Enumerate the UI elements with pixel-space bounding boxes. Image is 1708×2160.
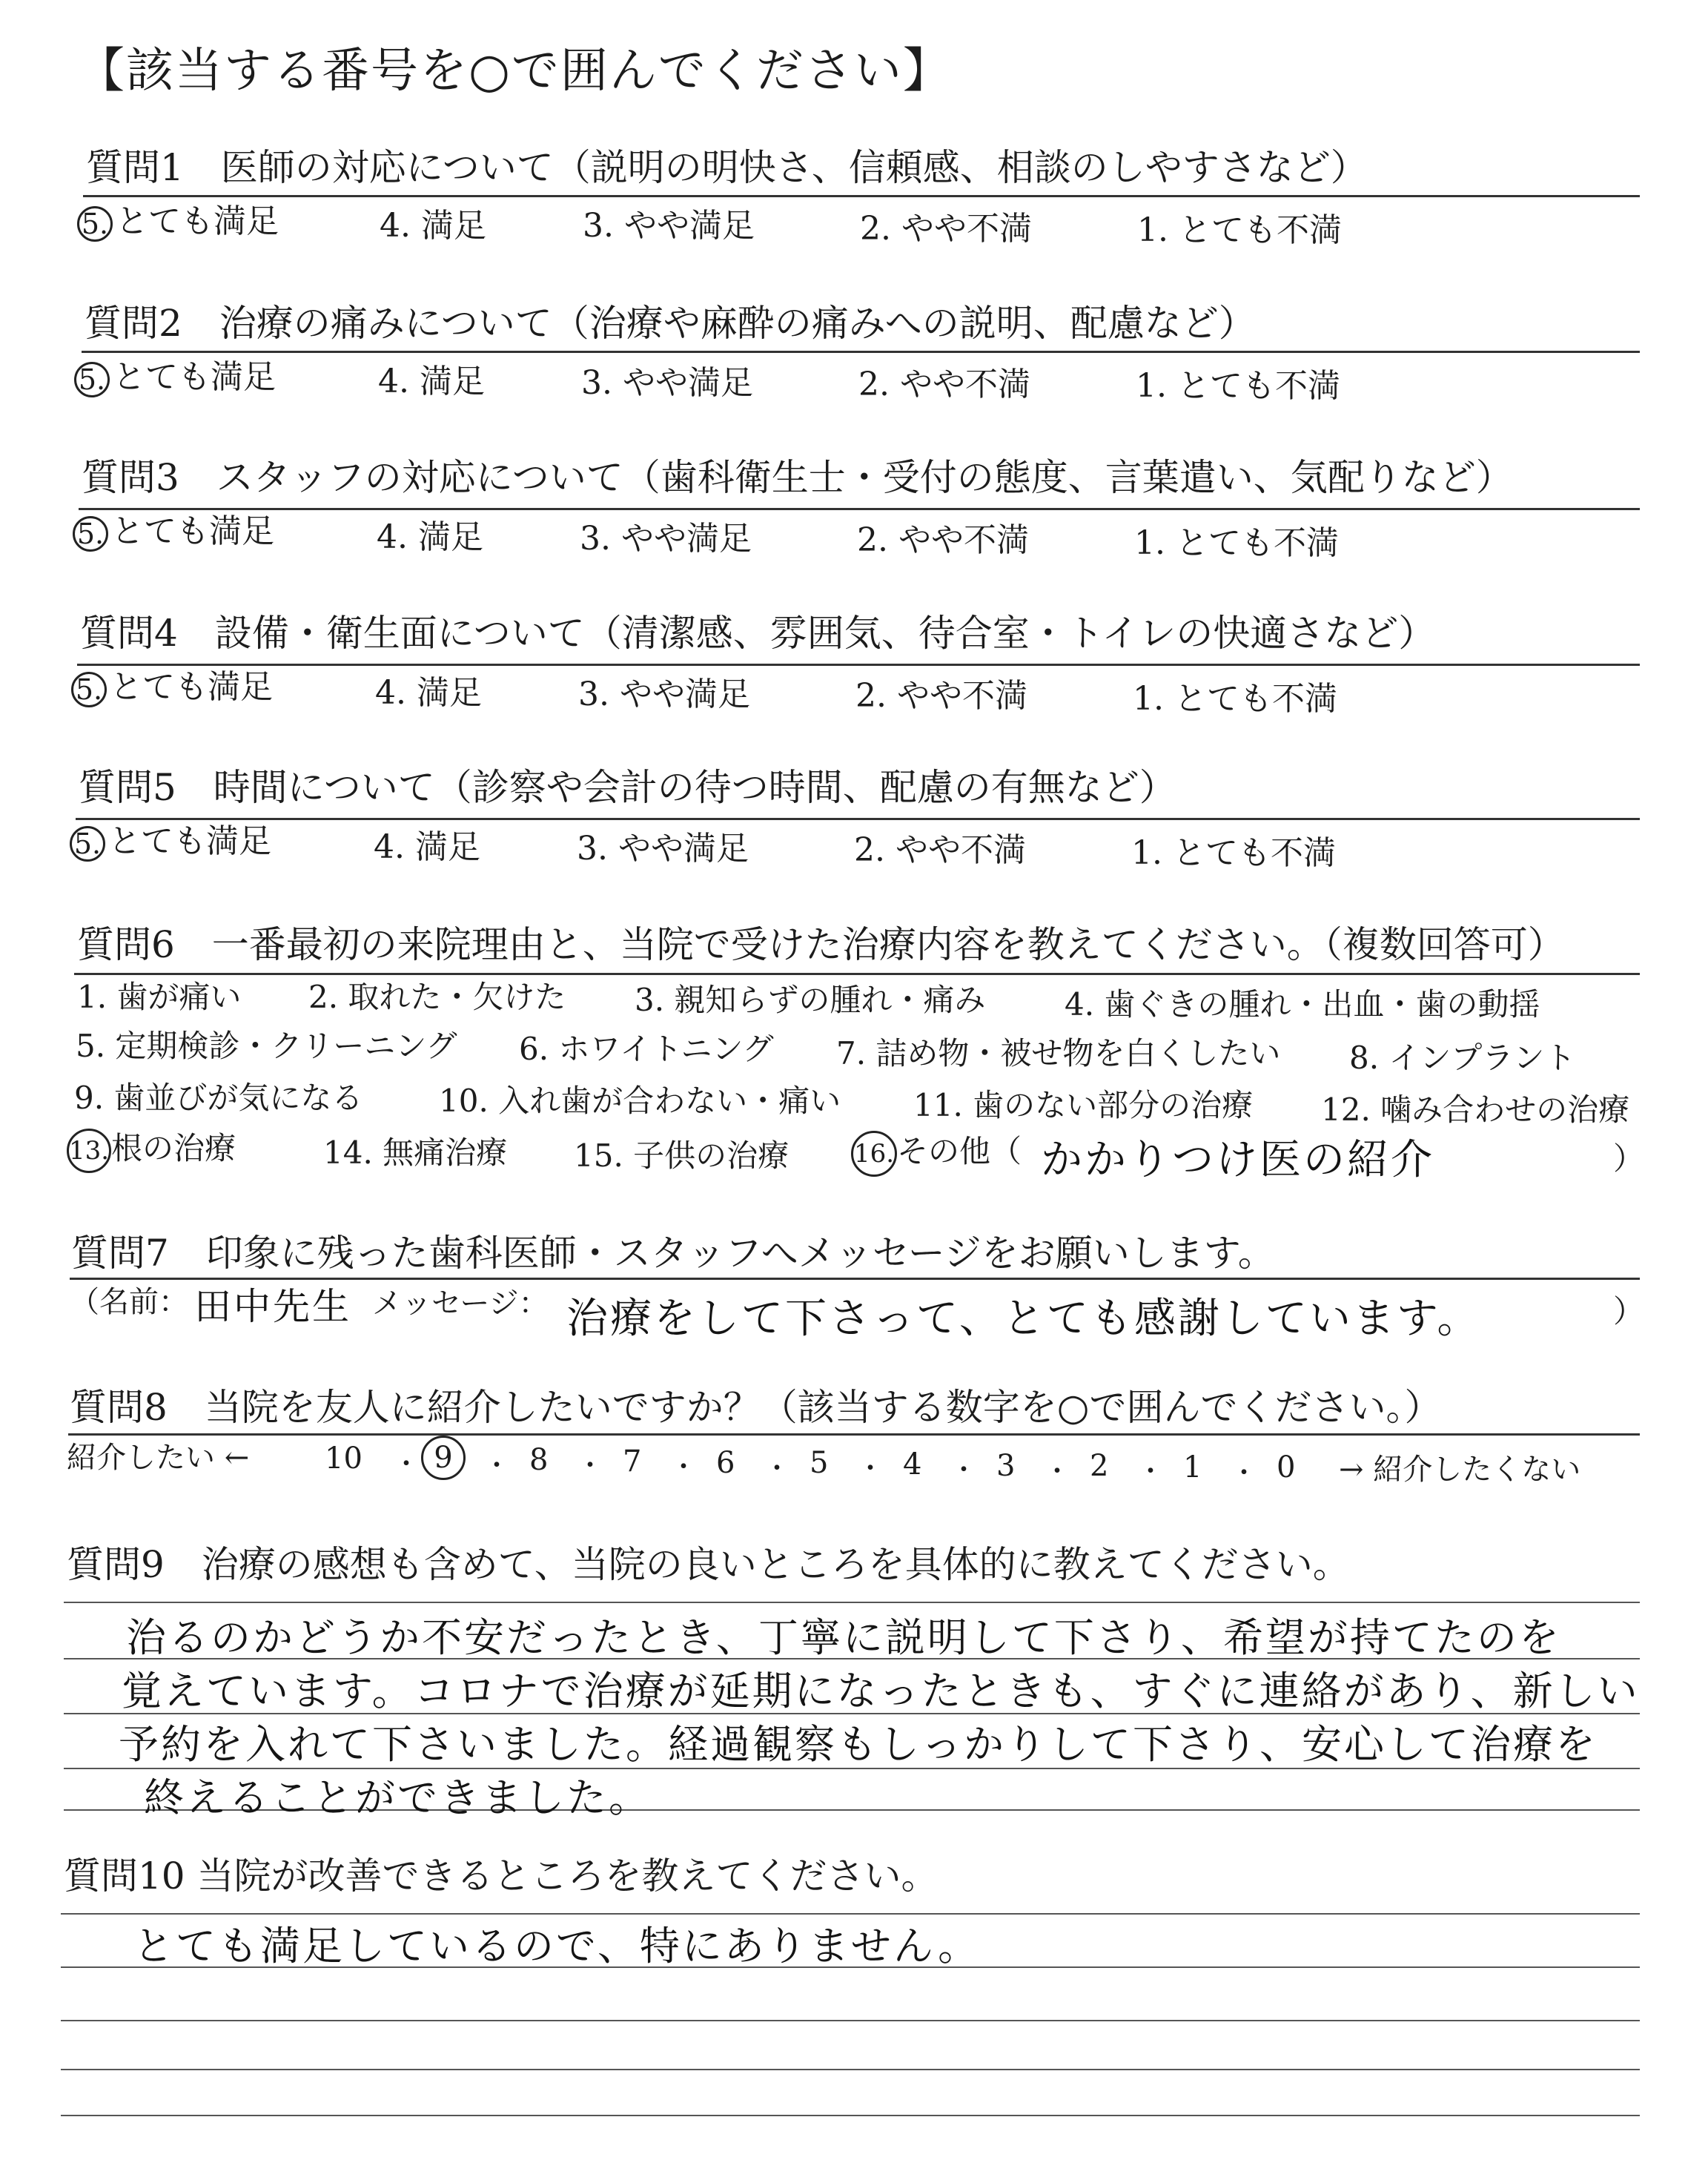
q6-option-1[interactable]: 1. 歯が痛い xyxy=(77,979,242,1015)
underline xyxy=(83,195,1640,197)
answer-line xyxy=(61,2020,1640,2021)
option-label: とても満足 xyxy=(110,668,273,706)
answer-line xyxy=(61,2115,1640,2116)
option-label: とても満足 xyxy=(116,202,279,240)
q1-option-1[interactable]: 1. とても不満 xyxy=(1137,211,1342,249)
option-label: とても満足 xyxy=(113,358,276,396)
scale-0[interactable]: 0 xyxy=(1277,1450,1296,1484)
scale-2[interactable]: 2 xyxy=(1090,1449,1109,1483)
circle-mark: 5. xyxy=(70,826,105,862)
question-9: 質問9 治療の感想も含めて、当院の良いところを具体的に教えてください。 xyxy=(67,1543,1350,1586)
q2-option-2[interactable]: 2. やや不満 xyxy=(858,366,1030,403)
underline xyxy=(79,508,1640,510)
q9-answer-line-2: 覚えています。コロナで治療が延期になったときも、すぐに連絡があり、新しい xyxy=(122,1668,1640,1714)
q6-option-7[interactable]: 7. 詰め物・被せ物を白くしたい xyxy=(836,1035,1281,1071)
q6-option-13[interactable] xyxy=(67,1124,236,1173)
separator-dot: ・ xyxy=(1137,1456,1165,1487)
close-paren: ） xyxy=(1613,1293,1645,1330)
q1-option-2[interactable]: 2. やや不満 xyxy=(860,210,1032,248)
q6-option-2[interactable]: 2. 取れた・欠けた xyxy=(308,979,566,1015)
q5-option-3[interactable]: 3. やや満足 xyxy=(577,830,749,868)
q6-option-8[interactable]: 8. インプラント xyxy=(1349,1040,1576,1076)
q1-option-4[interactable]: 4. 満足 xyxy=(380,207,486,245)
circle-mark: 5. xyxy=(77,206,113,242)
question-10: 質問10 当院が改善できるところを教えてください。 xyxy=(64,1855,939,1898)
q6-option-11[interactable]: 11. 歯のない部分の治療 xyxy=(913,1087,1254,1123)
question-1: 質問1 医師の対応について（説明の明快さ、信頼感、相談のしやすさなど） xyxy=(86,146,1368,189)
underline xyxy=(68,1433,1640,1436)
separator-dot: ・ xyxy=(670,1452,698,1482)
q4-option-3[interactable]: 3. やや満足 xyxy=(578,676,750,713)
q5-option-1[interactable]: 1. とても不満 xyxy=(1131,834,1336,872)
name-value: 田中先生 xyxy=(194,1285,351,1328)
q6-option-10[interactable]: 10. 入れ歯が合わない・痛い xyxy=(439,1083,841,1119)
separator-dot: ・ xyxy=(857,1453,884,1484)
close-paren: ） xyxy=(1613,1140,1645,1177)
question-6: 質問6 一番最初の来院理由と、当院で受けた治療内容を教えてください。（複数回答可） xyxy=(77,923,1565,966)
q2-option-3[interactable]: 3. やや満足 xyxy=(581,364,753,402)
q6-option-12[interactable]: 12. 噛み合わせの治療 xyxy=(1321,1091,1630,1128)
scale-7[interactable]: 7 xyxy=(623,1444,642,1479)
q2-option-5[interactable] xyxy=(74,350,276,397)
scale-3[interactable]: 3 xyxy=(996,1449,1016,1483)
q2-option-4[interactable]: 4. 満足 xyxy=(378,363,485,400)
q1-option-5[interactable] xyxy=(77,194,279,242)
q9-answer-line-4: 終えることができました。 xyxy=(144,1774,651,1821)
q1-option-3[interactable]: 3. やや満足 xyxy=(583,207,755,245)
q6-other-answer: かかりつけ医の紹介 xyxy=(1041,1136,1434,1184)
q6-option-4[interactable]: 4. 歯ぐきの腫れ・出血・歯の動揺 xyxy=(1065,986,1540,1023)
q3-option-1[interactable]: 1. とても不満 xyxy=(1134,524,1339,562)
answer-line xyxy=(64,1602,1640,1603)
scale-left-label: 紹介したい ← xyxy=(67,1441,250,1475)
separator-dot: ・ xyxy=(577,1450,604,1481)
scale-6[interactable]: 6 xyxy=(716,1446,735,1480)
name-label: （名前： xyxy=(70,1285,188,1319)
question-4: 質問4 設備・衛生面について（清潔感、雰囲気、待合室・トイレの快適さなど） xyxy=(80,612,1436,655)
option-label: 根の治療 xyxy=(111,1130,236,1166)
underline xyxy=(76,818,1640,820)
separator-dot: ・ xyxy=(950,1455,978,1485)
question-8: 質問8 当院を友人に紹介したいですか？（該当する数字を○で囲んでください。） xyxy=(70,1386,1442,1429)
separator-dot: ・ xyxy=(1231,1458,1258,1488)
option-label: その他（ xyxy=(897,1133,1022,1169)
q5-option-4[interactable]: 4. 満足 xyxy=(374,828,480,866)
q2-option-1[interactable]: 1. とても不満 xyxy=(1136,367,1340,405)
q4-option-2[interactable]: 2. やや不満 xyxy=(855,677,1027,715)
separator-dot: ・ xyxy=(483,1450,511,1481)
answer-line xyxy=(61,2069,1640,2070)
circle-mark: 9 xyxy=(421,1436,466,1480)
q6-option-15[interactable]: 15. 子供の治療 xyxy=(574,1137,790,1174)
separator-dot: ・ xyxy=(393,1449,420,1479)
scale-10[interactable]: 10 xyxy=(325,1441,363,1476)
circle-mark: 13. xyxy=(67,1129,111,1173)
option-label: とても満足 xyxy=(108,822,271,860)
scale-9[interactable] xyxy=(421,1436,466,1480)
question-5: 質問5 時間について（診察や会計の待つ時間、配慮の有無など） xyxy=(79,766,1176,809)
circle-mark: 16. xyxy=(851,1131,897,1177)
page-title: 【該当する番号を○で囲んでください】 xyxy=(77,44,952,99)
q5-option-2[interactable]: 2. やや不満 xyxy=(854,831,1026,869)
q3-option-4[interactable]: 4. 満足 xyxy=(377,518,483,556)
scale-1[interactable]: 1 xyxy=(1183,1450,1202,1484)
q3-option-3[interactable]: 3. やや満足 xyxy=(580,520,752,558)
q6-option-16[interactable] xyxy=(851,1127,1022,1177)
circle-mark: 5. xyxy=(71,672,107,707)
question-3: 質問3 スタッフの対応について（歯科衛生士・受付の態度、言葉遣い、気配りなど） xyxy=(82,456,1513,499)
q3-option-2[interactable]: 2. やや不満 xyxy=(857,521,1029,559)
option-label: とても満足 xyxy=(111,512,274,550)
message-value: 治療をして下さって、とても感謝しています。 xyxy=(566,1295,1481,1343)
q6-option-9[interactable]: 9. 歯並びが気になる xyxy=(74,1080,363,1116)
q6-option-14[interactable]: 14. 無痛治療 xyxy=(323,1135,508,1171)
q5-option-5[interactable] xyxy=(70,814,271,862)
q9-answer-line-1: 治るのかどうか不安だったとき、丁寧に説明して下さり、希望が持てたのを xyxy=(126,1614,1561,1661)
q4-option-1[interactable]: 1. とても不満 xyxy=(1133,680,1337,718)
question-2: 質問2 治療の痛みについて（治療や麻酔の痛みへの説明、配慮など） xyxy=(85,302,1256,345)
scale-right-label: → 紹介したくない xyxy=(1339,1453,1581,1487)
q10-answer: とても満足しているので、特にありません。 xyxy=(133,1923,981,1969)
q6-option-5[interactable]: 5. 定期検診・クリーニング xyxy=(76,1028,457,1064)
q4-option-5[interactable] xyxy=(71,660,273,707)
scale-4[interactable]: 4 xyxy=(903,1447,922,1482)
scale-5[interactable]: 5 xyxy=(810,1446,829,1480)
question-7: 質問7 印象に残った歯科医師・スタッフへメッセージをお願いします。 xyxy=(71,1232,1275,1275)
separator-dot: ・ xyxy=(764,1453,791,1484)
circle-mark: 5. xyxy=(73,516,108,552)
q9-answer-line-3: 予約を入れて下さいました。経過観察もしっかりして下さり、安心して治療を xyxy=(119,1721,1598,1768)
q4-option-4[interactable]: 4. 満足 xyxy=(375,674,482,712)
q6-option-6[interactable]: 6. ホワイトニング xyxy=(519,1031,774,1067)
underline xyxy=(82,351,1640,353)
scale-8[interactable]: 8 xyxy=(529,1443,549,1477)
message-label: メッセージ： xyxy=(372,1287,549,1321)
q6-option-3[interactable]: 3. 親知らずの腫れ・痛み xyxy=(635,982,986,1018)
q3-option-5[interactable] xyxy=(73,504,274,552)
separator-dot: ・ xyxy=(1044,1456,1071,1487)
underline xyxy=(77,664,1640,666)
circle-mark: 5. xyxy=(74,362,110,397)
